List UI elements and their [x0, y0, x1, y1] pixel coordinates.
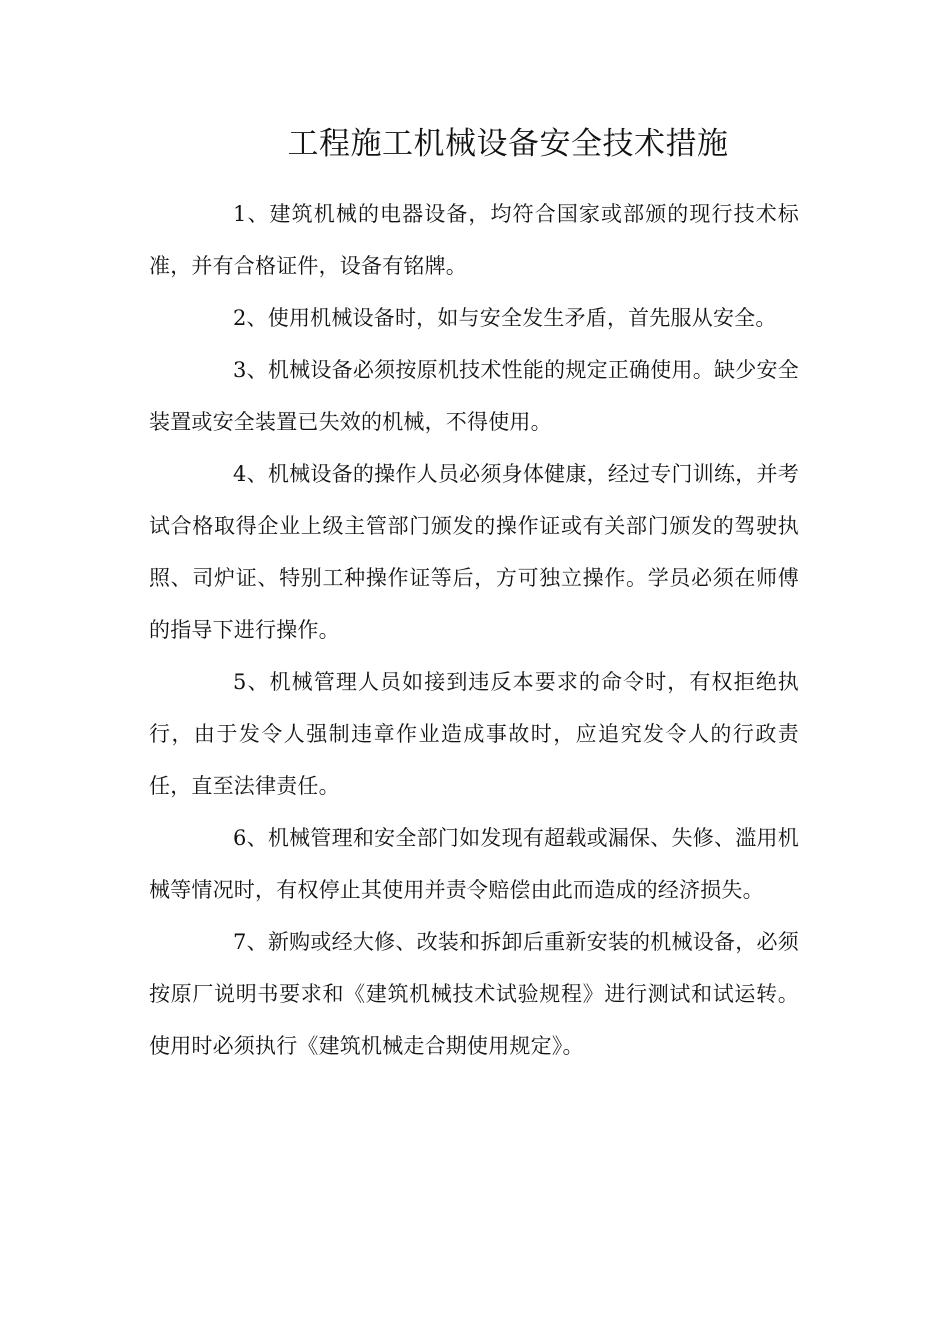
document-title: 工程施工机械设备安全技术措施 — [287, 126, 729, 162]
paragraph-3: 3、机械设备必须按原机技术性能的规定正确使用。缺少安全装置或安全装置已失效的机械，不得使用。 — [149, 358, 799, 434]
paragraph-6: 6、机械管理和安全部门如发现有超载或漏保、失修、滥用机械等情况时，有权停止其使用并责令赔偿由此而造成的经济损失。 — [149, 826, 799, 902]
paragraph-4: 4、机械设备的操作人员必须身体健康，经过专门训练，并考试合格取得企业上级主管部门颁发的操作证或有关部门颁发的驾驶执照、司炉证、特别工种操作证等后，方可独立操作。学员必须在师傅的指导下进行操作。 — [149, 462, 799, 642]
paragraph-2: 2、使用机械设备时，如与安全发生矛盾，首先服从安全。 — [233, 306, 777, 330]
document-body — [149, 188, 799, 1072]
paragraph-7: 7、新购或经大修、改装和拆卸后重新安装的机械设备，必须按原厂说明书要求和《建筑机械技术试验规程》进行测试和试运转。使用时必须执行《建筑机械走合期使用规定》。 — [149, 930, 799, 1058]
paragraph-1: 1、建筑机械的电器设备，均符合国家或部颁的现行技术标准，并有合格证件，设备有铭牌。 — [149, 202, 799, 278]
paragraph-5: 5、机械管理人员如接到违反本要求的命令时，有权拒绝执行，由于发令人强制违章作业造成事故时，应追究发令人的行政责任，直至法律责任。 — [149, 670, 799, 798]
